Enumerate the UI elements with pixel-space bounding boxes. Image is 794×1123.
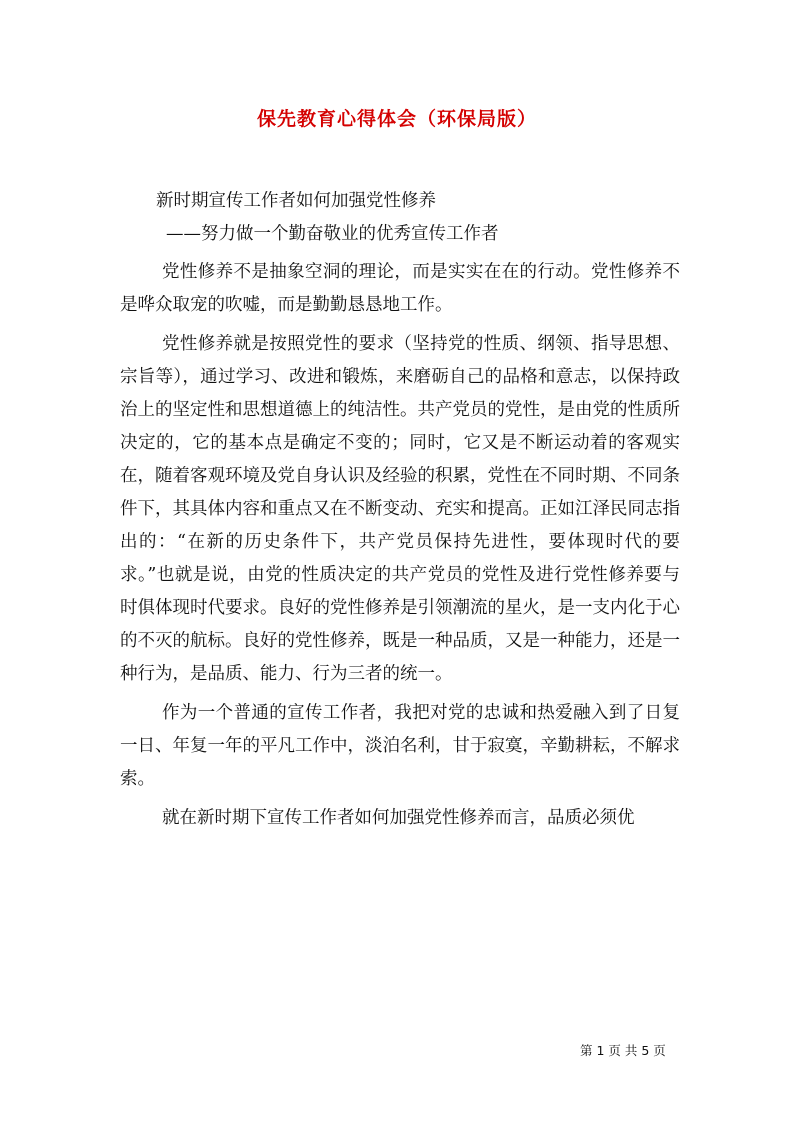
- paragraph: 党性修养不是抽象空洞的理论，而是实实在在的行动。党性修养不是哗众取宠的吹嘘，而是勤勤恳恳地工作。: [120, 262, 680, 315]
- document-body: [120, 185, 680, 835]
- paragraph: 作为一个普通的宣传工作者，我把对党的忠诚和热爱融入到了日复一日、年复一年的平凡工作中，淡泊名利，甘于寂寞，辛勤耕耘，不解求索。: [120, 703, 680, 789]
- page-number: 第 1 页 共 5 页: [580, 1043, 666, 1058]
- paragraph: 党性修养就是按照党性的要求（坚持党的性质、纲领、指导思想、宗旨等），通过学习、改进和锻炼，来磨砺自己的品格和意志，以保持政治上的坚定性和思想道德上的纯洁性。共产党员的党性，是由党的性质所决定的，它的基本点是确定不变的；同时，它又是不断运动着的客观实在，随着客观环境及党自身认识及经验的积累，党性在不同时期、不同条件下，其具体内容和重点又在不断变动、充实和提高。正如江泽民同志指出的：“在新的历史条件下，共产党员保持先进性，要体现时代的要求。”也就是说，由党的性质决定的共产党员的党性及进行党性修养要与时俱体现时代要求。良好的党性修养是引领潮流的星火，是一支内化于心的不灭的航标。良好的党性修养，既是一种品质，又是一种能力，还是一种行为，是品质、能力、行为三者的统一。: [120, 334, 680, 684]
- paragraph: 就在新时期下宣传工作者如何加强党性修养而言，品质必须优: [162, 808, 635, 828]
- document-subtitle: 新时期宣传工作者如何加强党性修养: [156, 191, 436, 211]
- document-title: 保先教育心得体会（环保局版）: [256, 108, 537, 130]
- document-subtitle-secondary: ——努力做一个勤奋敬业的优秀宣传工作者: [166, 224, 499, 244]
